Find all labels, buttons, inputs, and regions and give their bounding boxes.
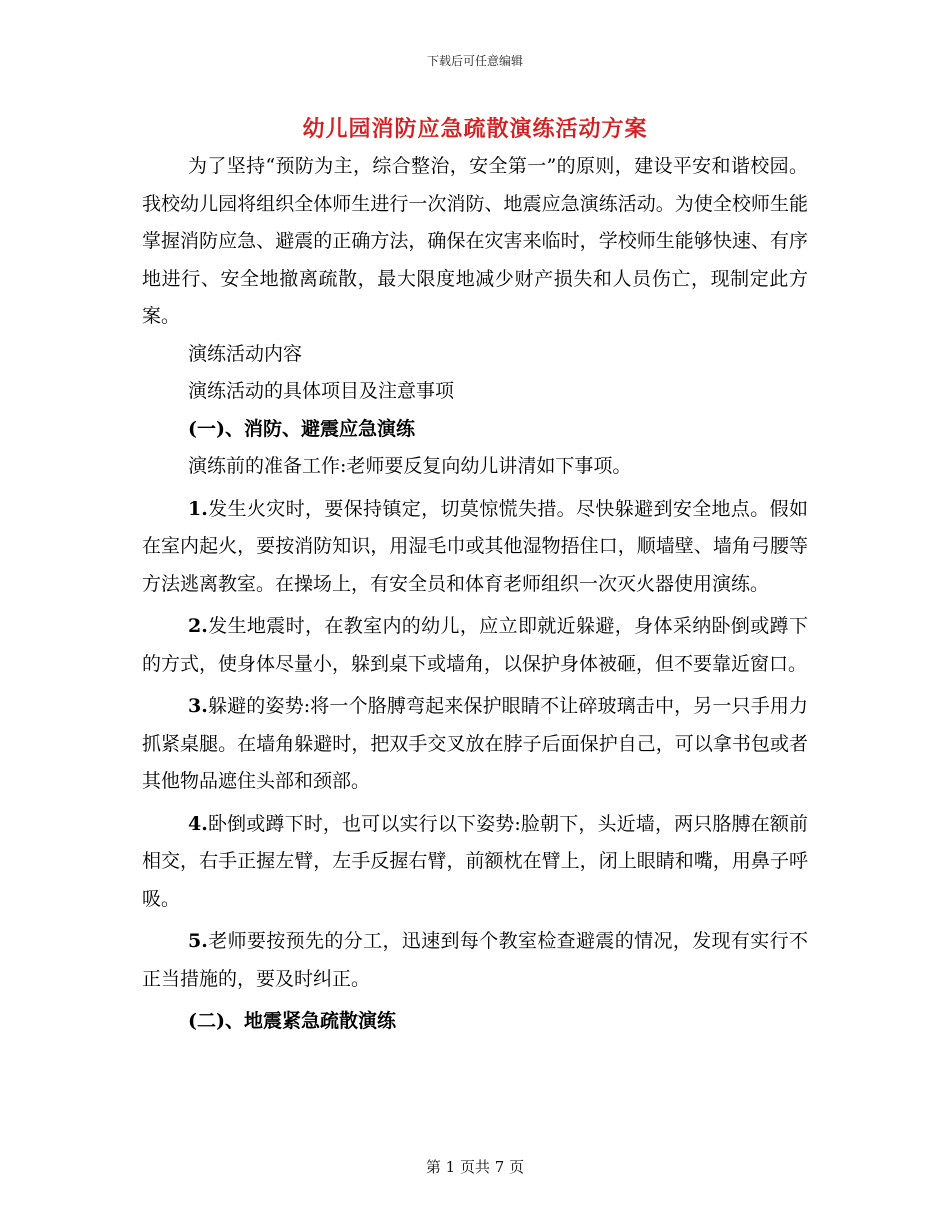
page-header-note: 下载后可任意编辑 xyxy=(426,54,523,68)
section-label-items: 演练活动的具体项目及注意事项 xyxy=(188,380,455,402)
heading-earthquake-drill: (二)、地震紧急疏散演练 xyxy=(188,1010,396,1032)
item-number: 2. xyxy=(188,615,208,637)
item-text: 卧倒或蹲下时，也可以实行以下姿势:脸朝下，头近墙，两只胳膊在额前相交，右手正握左臂，左手反握右臂，前额枕在臂上，闭上眼睛和嘴，用鼻子呼吸。 xyxy=(142,812,808,910)
list-item-5 xyxy=(142,923,808,998)
intro-paragraph: 为了坚持“预防为主，综合整治，安全第一”的原则，建设平安和谐校园。我校幼儿园将组织全体师生进行一次消防、地震应急演练活动。为使全校师生能掌握消防应急、避震的正确方法，确保在灾害来临时，学校师生能够快速、有序地进行、安全地撤离疏散，最大限度地减少财产损失和人员伤亡，现制定此方案。 xyxy=(142,155,808,327)
list-item-1 xyxy=(142,491,808,604)
document-title: 幼儿园消防应急疏散演练活动方案 xyxy=(302,116,648,142)
section-label-content: 演练活动内容 xyxy=(188,342,303,365)
page-footer: 第 1 页共 7 页 xyxy=(425,1158,525,1176)
list-item-4 xyxy=(142,806,808,919)
item-text: 发生火灾时，要保持镇定，切莫惊慌失措。尽快躲避到安全地点。假如在室内起火，要按消防知识，用湿毛巾或其他湿物捂住口，顺墙壁、墙角弓腰等方法逃离教室。在操场上，有安全员和体育老师组织一次灭火器使用演练。 xyxy=(142,497,808,595)
list-item-2 xyxy=(142,608,808,683)
list-item-3 xyxy=(142,688,808,801)
heading-fire-drill: (一)、消防、避震应急演练 xyxy=(188,417,415,440)
item-number: 3. xyxy=(188,695,208,717)
item-number: 1. xyxy=(188,497,208,520)
item-number: 5. xyxy=(188,930,208,952)
item-text: 老师要按预先的分工，迅速到每个教室检查避震的情况，发现有实行不正当措施的，要及时纠正。 xyxy=(142,930,808,990)
item-text: 躲避的姿势:将一个胳膊弯起来保护眼睛不让碎玻璃击中，另一只手用力抓紧桌腿。在墙角躲避时，把双手交叉放在脖子后面保护自己，可以拿书包或者其他物品遮住头部和颈部。 xyxy=(142,695,808,792)
document-body xyxy=(142,148,808,1041)
item-number: 4. xyxy=(188,812,208,835)
item-text: 发生地震时，在教室内的幼儿，应立即就近躲避，身体采纳卧倒或蹲下的方式，使身体尽量小，躲到桌下或墙角，以保护身体被砸，但不要靠近窗口。 xyxy=(142,615,808,675)
prep-paragraph: 演练前的准备工作:老师要反复向幼儿讲清如下事项。 xyxy=(188,455,632,477)
